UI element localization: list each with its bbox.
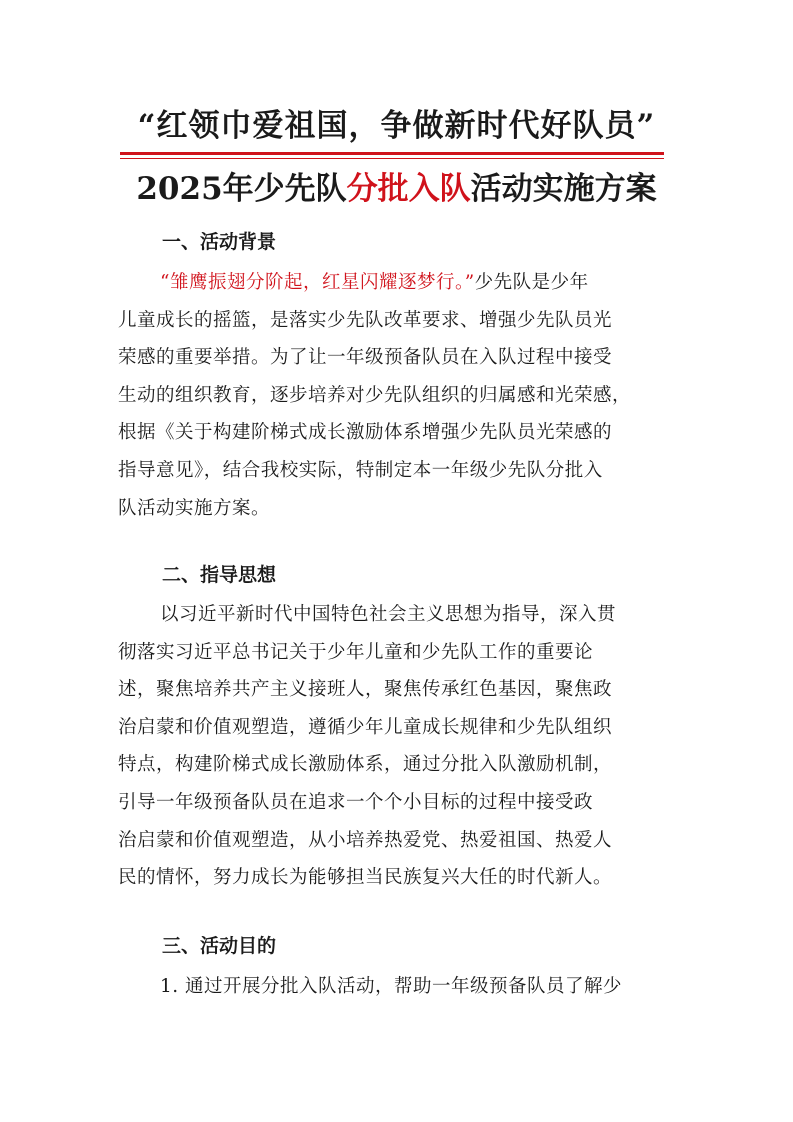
section-objectives-paragraph: [118, 968, 678, 1006]
section-heading-objectives: 三、活动目的: [162, 935, 277, 957]
title-part-1: 2025年少先队: [136, 171, 347, 207]
red-divider-thin: [120, 158, 664, 159]
section-background-paragraph: [118, 264, 678, 527]
section-heading-background: 一、活动背景: [162, 231, 277, 253]
paragraph-line: 特点，构建阶梯式成长激励体系，通过分批入队激励机制，: [118, 754, 613, 776]
red-divider-thick: [120, 152, 664, 155]
red-quote: “雏鹰振翅分阶起，红星闪耀逐梦行。”: [160, 272, 475, 293]
paragraph-line: 根据《关于构建阶梯式成长激励体系增强少先队员光荣感的: [118, 422, 613, 444]
section-guiding-ideology-paragraph: [118, 596, 678, 897]
paragraph-line: 治启蒙和价值观塑造，遵循少年儿童成长规律和少先队组织: [118, 716, 613, 738]
section-heading-guiding-ideology: 二、指导思想: [162, 564, 277, 586]
title-part-2: 活动实施方案: [470, 171, 657, 207]
paragraph-line: 彻落实习近平总书记关于少年儿童和少先队工作的重要论: [118, 641, 594, 663]
paragraph-line: 指导意见》，结合我校实际，特制定本一年级少先队分批入: [118, 459, 603, 481]
slogan-heading: “红领巾爱祖国，争做新时代好队员”: [137, 108, 656, 144]
title-highlight: 分批入队: [346, 171, 471, 207]
paragraph-line: 述，聚焦培养共产主义接班人，聚焦传承红色基因，聚焦政: [118, 679, 613, 701]
paragraph-line: 民的情怀，努力成长为能够担当民族复兴大任的时代新人。: [118, 867, 613, 889]
paragraph-line: 1. 通过开展分批入队活动，帮助一年级预备队员了解少: [160, 976, 623, 997]
paragraph-line: “雏鹰振翅分阶起，红星闪耀逐梦行。”少先队是少年: [160, 272, 589, 293]
paragraph-line: 儿童成长的摇篮，是落实少先队改革要求、增强少先队员光: [118, 309, 613, 331]
paragraph-line: 治启蒙和价值观塑造，从小培养热爱党、热爱祖国、热爱人: [118, 829, 613, 851]
paragraph-line: 队活动实施方案。: [118, 497, 271, 519]
paragraph-line: 引导一年级预备队员在追求一个个小目标的过程中接受政: [118, 791, 594, 813]
paragraph-line: 以习近平新时代中国特色社会主义思想为指导，深入贯: [160, 604, 617, 625]
document-title: [0, 166, 793, 212]
paragraph-line: 荣感的重要举措。为了让一年级预备队员在入队过程中接受: [118, 347, 613, 369]
paragraph-line: 生动的组织教育，逐步培养对少先队组织的归属感和光荣感，: [118, 384, 632, 406]
